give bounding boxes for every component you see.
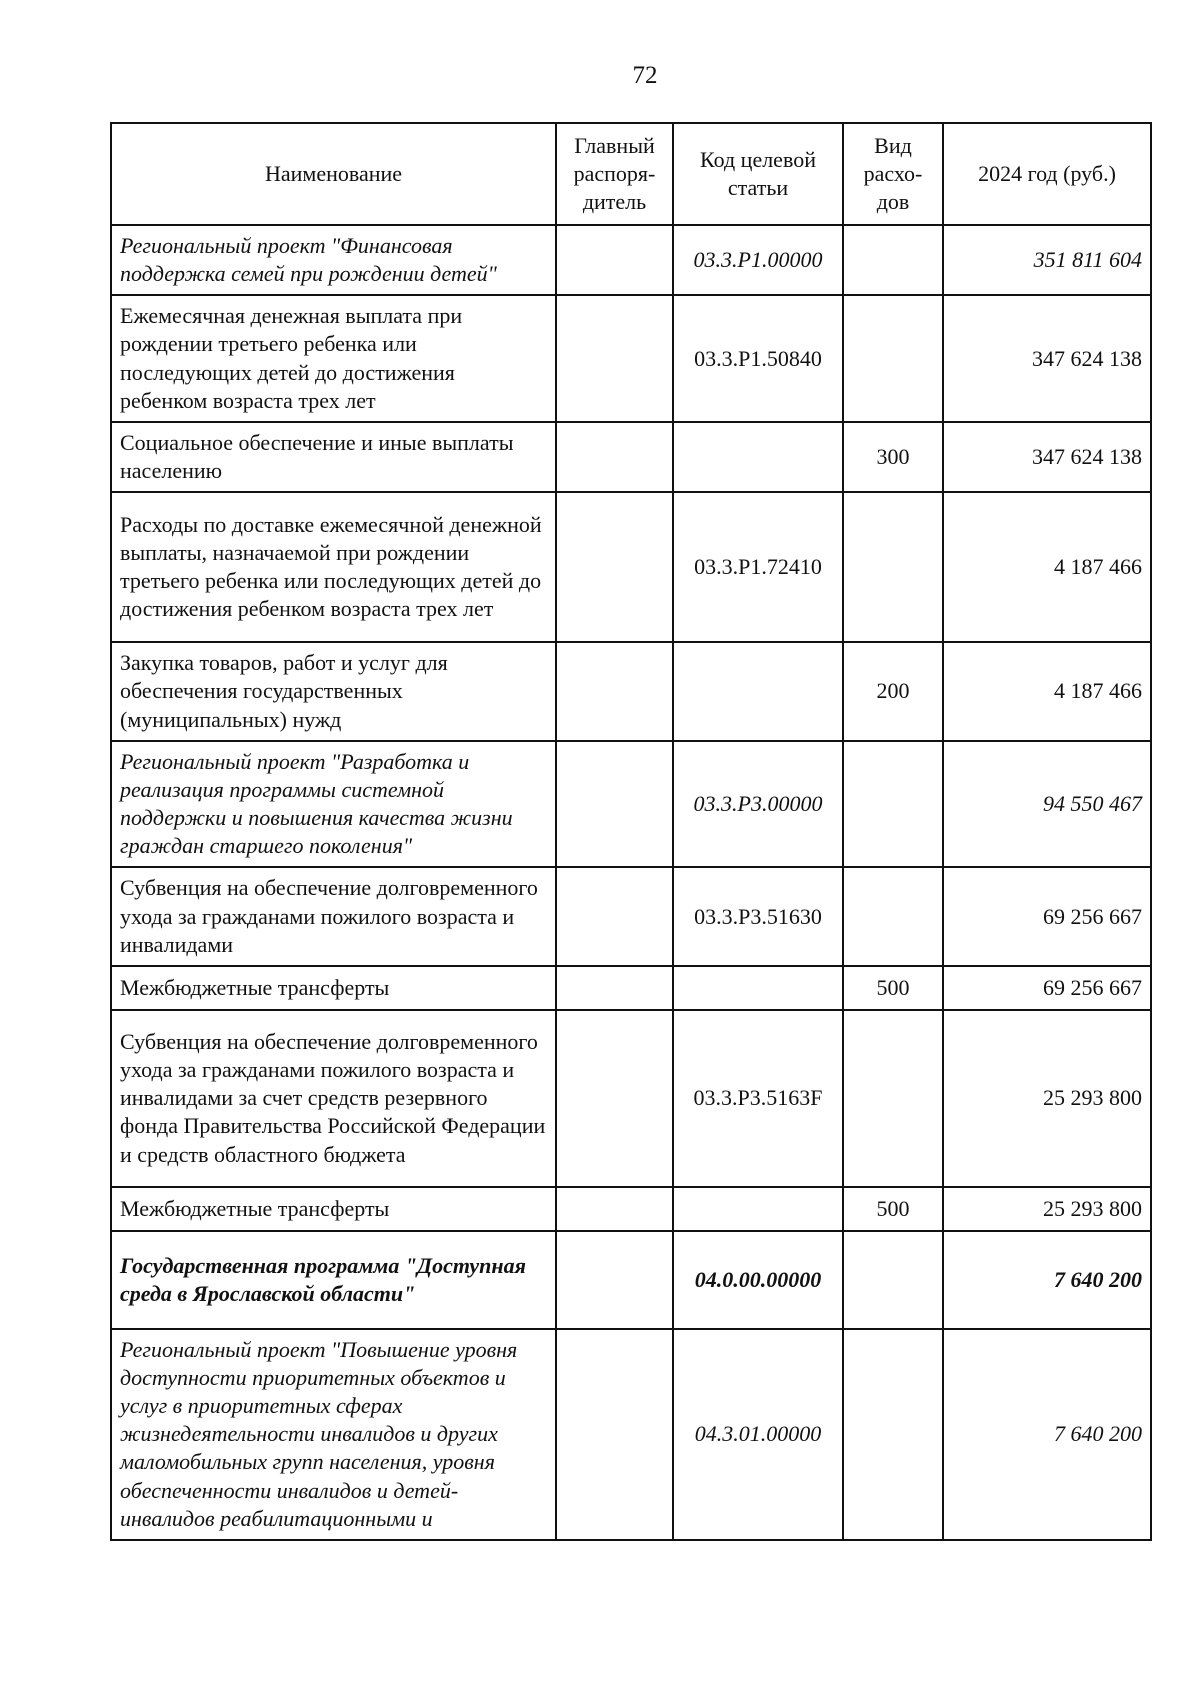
row-manager bbox=[556, 1231, 673, 1329]
row-type: 200 bbox=[843, 642, 943, 740]
header-name: Наименование bbox=[111, 123, 556, 225]
row-amount: 25 293 800 bbox=[943, 1010, 1151, 1187]
table-row bbox=[111, 1231, 1151, 1329]
table-row bbox=[111, 492, 1151, 642]
row-type bbox=[843, 1231, 943, 1329]
row-name: Государственная программа "Доступная среда в Ярославской области" bbox=[111, 1231, 556, 1329]
row-name: Закупка товаров, работ и услуг для обеспечения государственных (муниципальных) нужд bbox=[111, 642, 556, 740]
row-manager bbox=[556, 492, 673, 642]
header-row bbox=[111, 123, 1151, 225]
row-manager bbox=[556, 642, 673, 740]
row-code: 03.3.P1.50840 bbox=[673, 295, 843, 422]
row-manager bbox=[556, 295, 673, 422]
page-number: 72 bbox=[632, 62, 658, 89]
row-name: Региональный проект "Повышение уровня доступности приоритетных объектов и услуг в приоритетных сферах жизнедеятельности инвалидов и других маломобильных групп населения, уровня обеспеченности инвалидов и детей-инвалидов реабилитационными и bbox=[111, 1329, 556, 1540]
row-type bbox=[843, 225, 943, 295]
row-amount: 4 187 466 bbox=[943, 492, 1151, 642]
table-row bbox=[111, 966, 1151, 1010]
header-type: Вид расхо-дов bbox=[843, 123, 943, 225]
table-row bbox=[111, 225, 1151, 295]
header-year: 2024 год (руб.) bbox=[943, 123, 1151, 225]
row-name: Расходы по доставке ежемесячной денежной выплаты, назначаемой при рождении третьего ребенка или последующих детей до достижения ребенком возраста трех лет bbox=[111, 492, 556, 642]
row-name: Региональный проект "Финансовая поддержка семей при рождении детей" bbox=[111, 225, 556, 295]
row-type: 500 bbox=[843, 966, 943, 1010]
row-name: Межбюджетные трансферты bbox=[111, 966, 556, 1010]
row-manager bbox=[556, 966, 673, 1010]
table-row bbox=[111, 642, 1151, 740]
row-code: 03.3.P3.00000 bbox=[673, 741, 843, 868]
table-body bbox=[111, 225, 1151, 1540]
row-type bbox=[843, 295, 943, 422]
table-row bbox=[111, 1010, 1151, 1187]
row-amount: 7 640 200 bbox=[943, 1231, 1151, 1329]
row-name: Субвенция на обеспечение долговременного ухода за гражданами пожилого возраста и инвалидами bbox=[111, 867, 556, 965]
row-manager bbox=[556, 1329, 673, 1540]
row-amount: 94 550 467 bbox=[943, 741, 1151, 868]
table-row bbox=[111, 422, 1151, 492]
row-type bbox=[843, 741, 943, 868]
row-type bbox=[843, 1010, 943, 1187]
row-code bbox=[673, 966, 843, 1010]
header-manager: Главный распоря-дитель bbox=[556, 123, 673, 225]
row-amount: 7 640 200 bbox=[943, 1329, 1151, 1540]
row-type bbox=[843, 492, 943, 642]
row-code bbox=[673, 1187, 843, 1231]
row-type bbox=[843, 1329, 943, 1540]
row-amount: 69 256 667 bbox=[943, 966, 1151, 1010]
row-amount: 351 811 604 bbox=[943, 225, 1151, 295]
header-code: Код целевой статьи bbox=[673, 123, 843, 225]
row-amount: 4 187 466 bbox=[943, 642, 1151, 740]
row-amount: 69 256 667 bbox=[943, 867, 1151, 965]
row-type bbox=[843, 867, 943, 965]
row-type: 300 bbox=[843, 422, 943, 492]
row-name: Социальное обеспечение и иные выплаты населению bbox=[111, 422, 556, 492]
row-code bbox=[673, 642, 843, 740]
row-code: 04.3.01.00000 bbox=[673, 1329, 843, 1540]
row-name: Ежемесячная денежная выплата при рождении третьего ребенка или последующих детей до достижения ребенком возраста трех лет bbox=[111, 295, 556, 422]
row-manager bbox=[556, 225, 673, 295]
row-code bbox=[673, 422, 843, 492]
row-name: Межбюджетные трансферты bbox=[111, 1187, 556, 1231]
table-row bbox=[111, 1187, 1151, 1231]
table-row bbox=[111, 295, 1151, 422]
row-amount: 25 293 800 bbox=[943, 1187, 1151, 1231]
budget-table bbox=[110, 122, 1152, 1541]
row-manager bbox=[556, 1187, 673, 1231]
row-name: Региональный проект "Разработка и реализация программы системной поддержки и повышения качества жизни граждан старшего поколения" bbox=[111, 741, 556, 868]
row-amount: 347 624 138 bbox=[943, 422, 1151, 492]
row-manager bbox=[556, 741, 673, 868]
row-manager bbox=[556, 422, 673, 492]
row-code: 03.3.P1.72410 bbox=[673, 492, 843, 642]
row-manager bbox=[556, 867, 673, 965]
row-code: 03.3.P1.00000 bbox=[673, 225, 843, 295]
row-name: Субвенция на обеспечение долговременного ухода за гражданами пожилого возраста и инвалидами за счет средств резервного фонда Правительства Российской Федерации и средств областного бюджета bbox=[111, 1010, 556, 1187]
row-amount: 347 624 138 bbox=[943, 295, 1151, 422]
row-code: 03.3.P3.5163F bbox=[673, 1010, 843, 1187]
row-code: 03.3.P3.51630 bbox=[673, 867, 843, 965]
row-type: 500 bbox=[843, 1187, 943, 1231]
row-code: 04.0.00.00000 bbox=[673, 1231, 843, 1329]
row-manager bbox=[556, 1010, 673, 1187]
table-row bbox=[111, 741, 1151, 868]
table-row bbox=[111, 1329, 1151, 1540]
table-row bbox=[111, 867, 1151, 965]
